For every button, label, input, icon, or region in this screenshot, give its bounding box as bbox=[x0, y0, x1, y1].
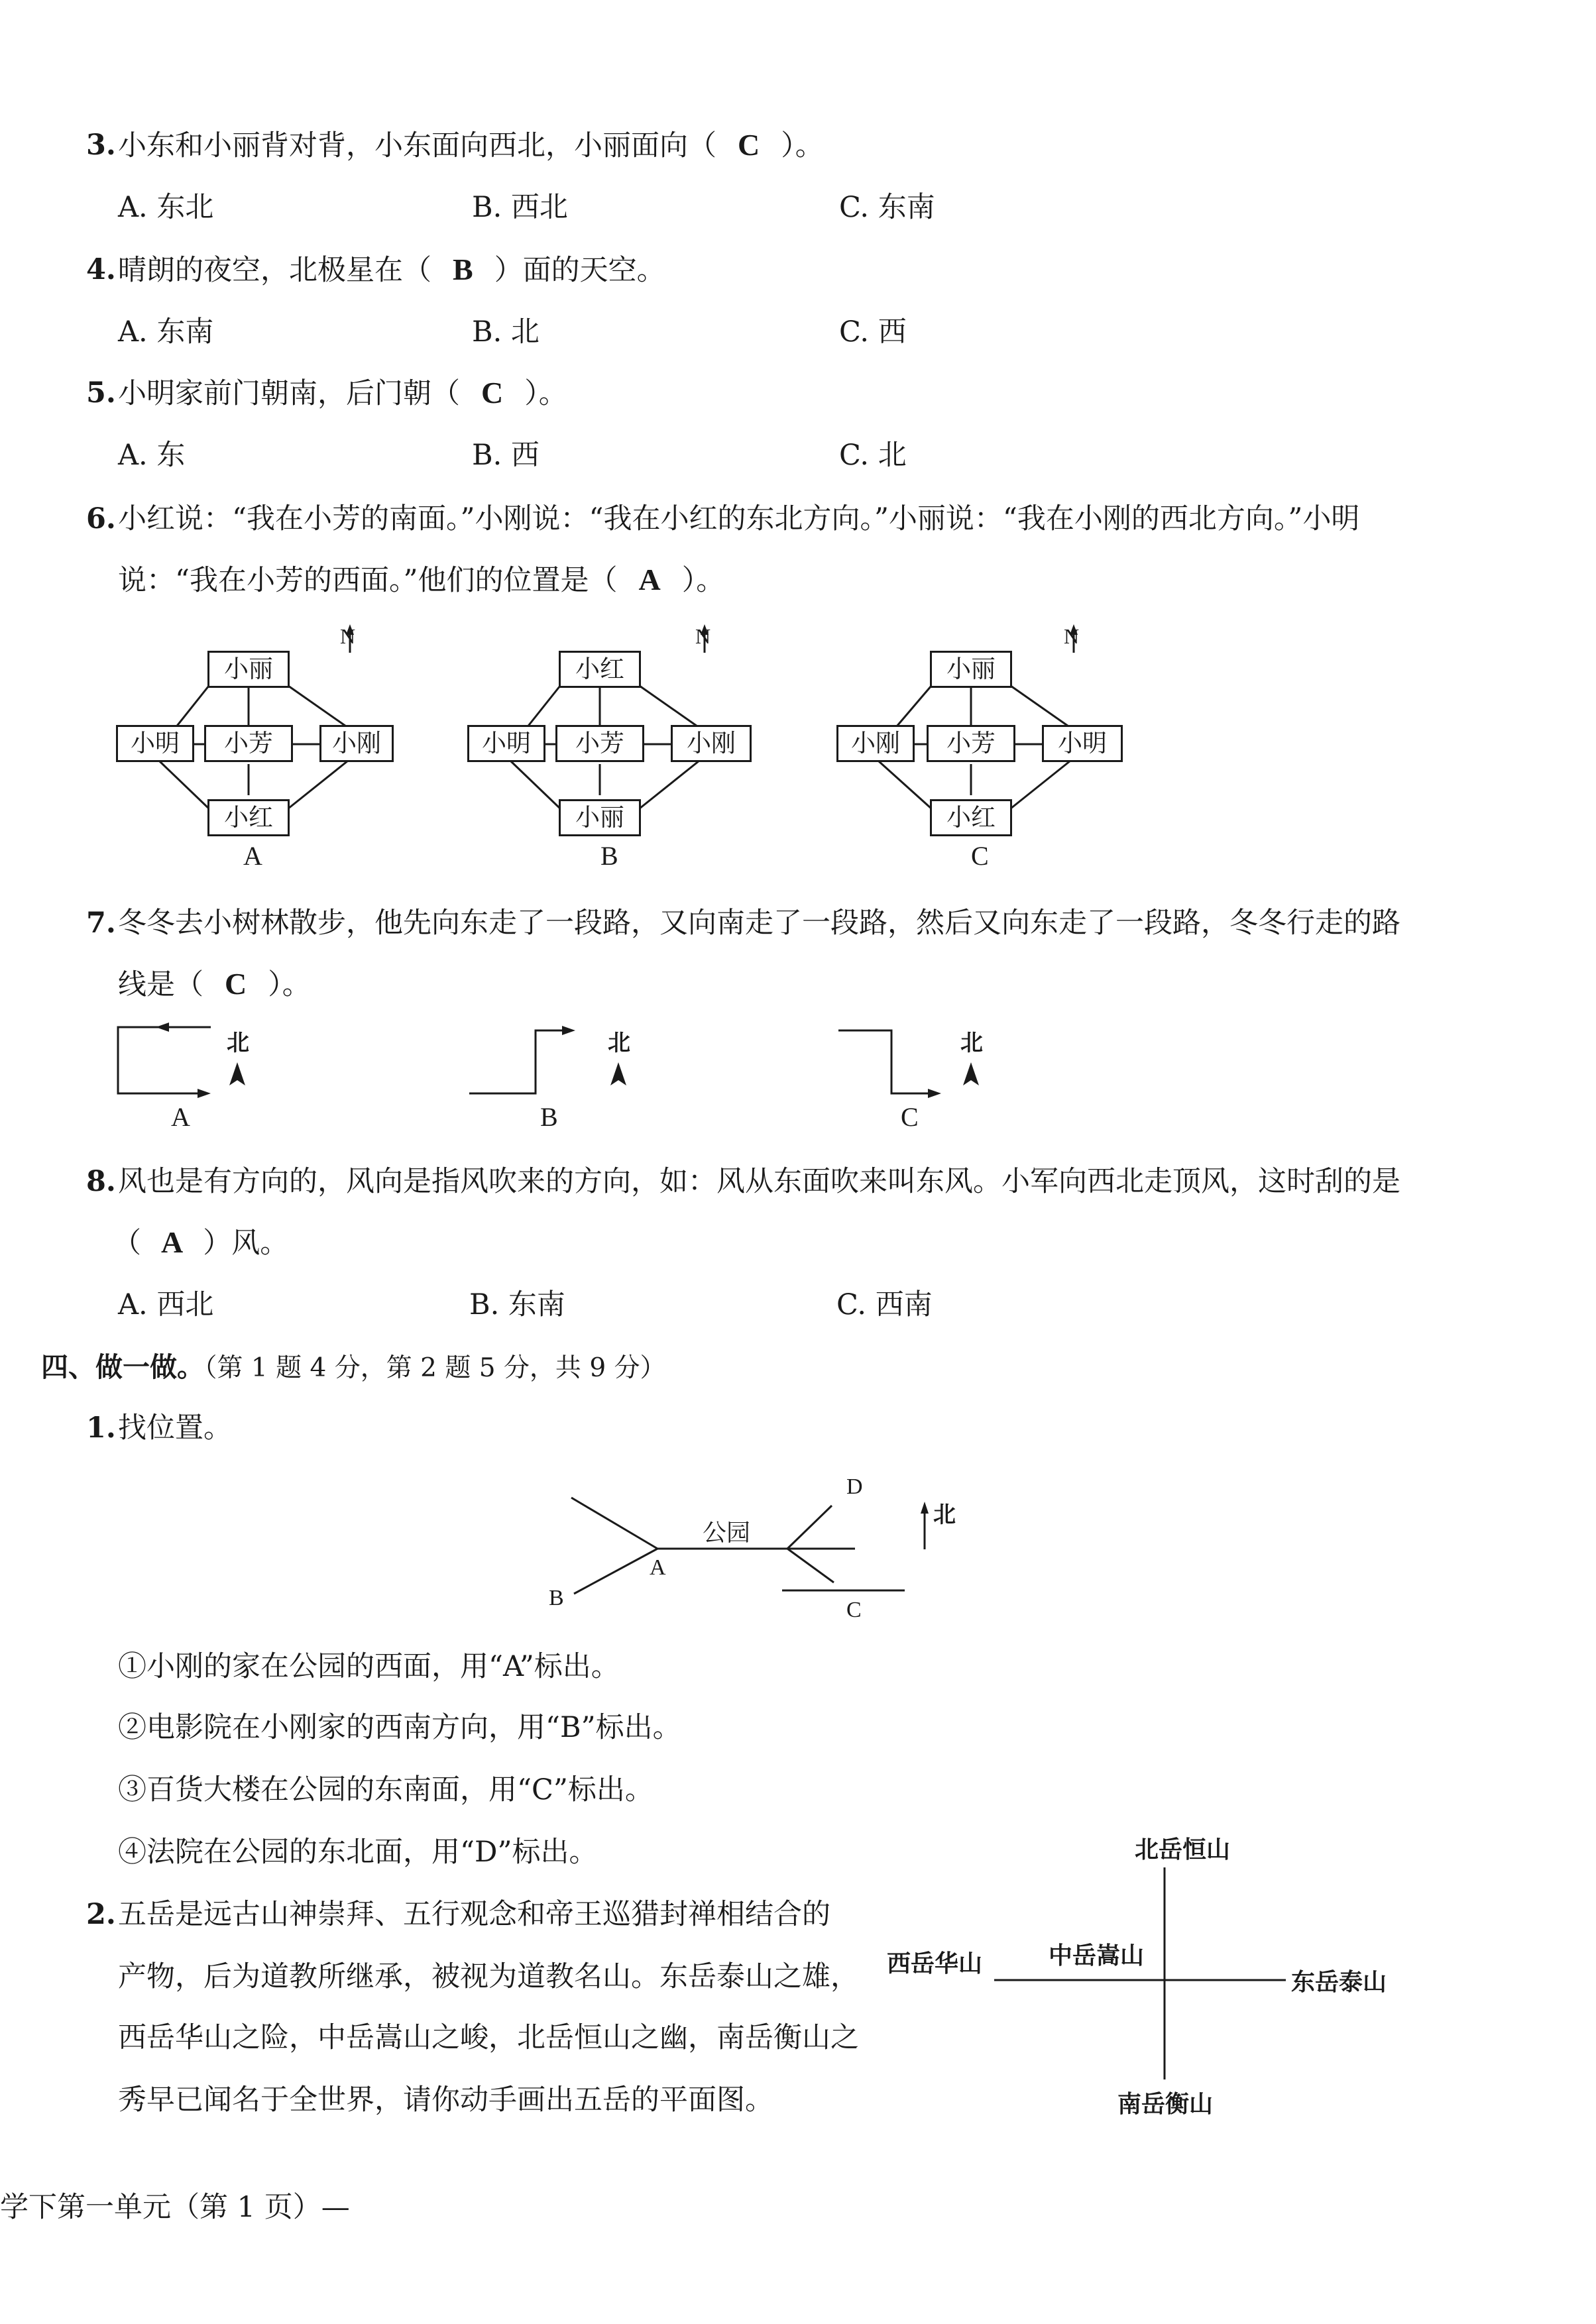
s4q2-number: 2. bbox=[86, 1898, 116, 1931]
q6b-right-box: 小刚 bbox=[671, 725, 752, 762]
q8-answer: A bbox=[161, 1225, 184, 1259]
q6c-bottom-box: 小红 bbox=[930, 799, 1012, 836]
q4-option-a: A. 东南 bbox=[118, 315, 214, 349]
q4-number: 4. bbox=[86, 253, 116, 286]
s4q2-line-3: 西岳华山之险，中岳嵩山之峻，北岳恒山之幽，南岳衡山之 bbox=[118, 2021, 859, 2054]
q7-text: 线是（ bbox=[118, 968, 203, 1001]
q3-text: 小东和小丽背对背，小东面向西北，小丽面向（ bbox=[118, 129, 716, 162]
q4-option-b: B. 北 bbox=[472, 315, 540, 349]
s4q1-item-1: ①小刚的家在公园的西面，用“A”标出。 bbox=[118, 1650, 620, 1683]
map-point-c: C bbox=[846, 1598, 862, 1622]
q5-number: 5. bbox=[86, 376, 116, 410]
s4q2-line-4: 秀早已闻名于全世界，请你动手画出五岳的平面图。 bbox=[118, 2083, 773, 2117]
q6a-top-box: 小丽 bbox=[207, 651, 290, 688]
q8-option-c: C. 西南 bbox=[836, 1288, 933, 1321]
q3-text-end: ）。 bbox=[781, 129, 824, 162]
q6b-top-box: 小红 bbox=[559, 651, 641, 688]
q6b-bottom-box: 小丽 bbox=[559, 799, 641, 836]
q6-text-end: ）。 bbox=[681, 564, 725, 597]
q6c-center-box: 小芳 bbox=[927, 725, 1015, 762]
q7-text-end: ）。 bbox=[268, 968, 311, 1001]
q6-answer: A bbox=[638, 563, 661, 596]
q6a-right-box: 小刚 bbox=[319, 725, 394, 762]
q4-option-c: C. 西 bbox=[839, 315, 907, 349]
q8-text-end: ）风。 bbox=[203, 1227, 289, 1260]
q7-number: 7. bbox=[86, 907, 116, 940]
q5-text: 小明家前门朝南，后门朝（ bbox=[118, 377, 460, 410]
s4q1-item-3: ③百货大楼在公园的东南面，用“C”标出。 bbox=[118, 1773, 654, 1806]
s4q1-title: 找位置。 bbox=[118, 1411, 232, 1445]
q8-text: （ bbox=[113, 1227, 141, 1260]
q3-answer: C bbox=[738, 128, 760, 162]
q4-answer: B bbox=[453, 252, 473, 286]
q6b-center-box: 小芳 bbox=[555, 725, 644, 762]
q3-option-a: A. 东北 bbox=[118, 191, 214, 224]
map-point-b: B bbox=[549, 1586, 564, 1610]
q6c-label: C bbox=[971, 841, 989, 871]
q6-line1: 小红说：“我在小芳的南面。”小刚说：“我在小红的东北方向。”小丽说：“我在小刚的西北方向。”小明 bbox=[118, 502, 1360, 535]
q8-number: 8. bbox=[86, 1165, 116, 1198]
map-north-label: 北 bbox=[933, 1502, 956, 1528]
s4q1-item-4: ④法院在公园的东北面，用“D”标出。 bbox=[118, 1836, 598, 1869]
mountain-west: 西岳华山 bbox=[887, 1950, 983, 1977]
q6a-bottom-box: 小红 bbox=[207, 799, 290, 836]
q3-option-c: C. 东南 bbox=[839, 191, 935, 224]
section4-points: （第 1 题 4 分，第 2 题 5 分，共 9 分） bbox=[204, 1353, 666, 1383]
q7a-label: A bbox=[171, 1102, 190, 1132]
q8-option-a: A. 西北 bbox=[118, 1288, 214, 1321]
q6c-north-label: N bbox=[1064, 624, 1080, 648]
q6b-north-label: N bbox=[695, 624, 711, 648]
s4q2-line-1: 五岳是远古山神崇拜、五行观念和帝王巡猎封禅相结合的 bbox=[118, 1898, 830, 1931]
q6a-left-box: 小明 bbox=[116, 725, 194, 762]
section4-title: 四、做一做。 bbox=[41, 1351, 204, 1383]
q6-number: 6. bbox=[86, 502, 116, 535]
q6b-label: B bbox=[600, 841, 618, 871]
q7-line1: 冬冬去小树林散步，他先向东走了一段路，又向南走了一段路，然后又向东走了一段路，冬冬行走的路 bbox=[118, 907, 1400, 940]
q3-number: 3. bbox=[86, 129, 116, 162]
q6c-left-box: 小刚 bbox=[836, 725, 915, 762]
map-point-a: A bbox=[650, 1555, 666, 1580]
s4q1-item-2: ②电影院在小刚家的西南方向，用“B”标出。 bbox=[118, 1711, 681, 1744]
mountain-south: 南岳衡山 bbox=[1117, 2090, 1214, 2118]
q6a-center-box: 小芳 bbox=[204, 725, 293, 762]
q8-line1: 风也是有方向的，风向是指风吹来的方向，如：风从东面吹来叫东风。小军向西北走顶风，这时刮的是 bbox=[118, 1165, 1400, 1198]
q7b-north-label: 北 bbox=[608, 1030, 630, 1056]
s4q2-line-2: 产物，后为道教所继承，被视为道教名山。东岳泰山之雄， bbox=[118, 1960, 859, 1993]
page-footer: 学下第一单元（第 1 页）— bbox=[0, 2191, 350, 2224]
q5-option-c: C. 北 bbox=[839, 439, 907, 472]
q5-option-b: B. 西 bbox=[472, 439, 540, 472]
mountain-east: 东岳泰山 bbox=[1291, 1968, 1387, 1996]
mountain-north: 北岳恒山 bbox=[1135, 1836, 1231, 1863]
q4-text-end: ）面的天空。 bbox=[494, 254, 665, 287]
q6a-label: A bbox=[243, 841, 262, 871]
q6c-top-box: 小丽 bbox=[930, 651, 1012, 688]
map-point-d: D bbox=[846, 1474, 863, 1499]
q7c-label: C bbox=[901, 1102, 919, 1132]
q3-option-b: B. 西北 bbox=[472, 191, 568, 224]
q6-text: 说：“我在小芳的西面。”他们的位置是（ bbox=[118, 564, 618, 597]
q5-option-a: A. 东 bbox=[118, 439, 186, 472]
q6a-north-label: N bbox=[340, 624, 356, 648]
q7a-north-label: 北 bbox=[227, 1030, 249, 1056]
q5-answer: C bbox=[481, 376, 504, 410]
q4-text: 晴朗的夜空，北极星在（ bbox=[118, 254, 431, 287]
mountain-center: 中岳嵩山 bbox=[1049, 1942, 1145, 1969]
q6c-right-box: 小明 bbox=[1042, 725, 1123, 762]
q7-answer: C bbox=[225, 967, 247, 1001]
q8-option-b: B. 东南 bbox=[469, 1288, 565, 1321]
q6b-left-box: 小明 bbox=[467, 725, 545, 762]
s4q1-number: 1. bbox=[86, 1411, 116, 1445]
q5-text-end: ）。 bbox=[524, 377, 567, 410]
q7b-label: B bbox=[540, 1102, 558, 1132]
q7c-north-label: 北 bbox=[960, 1030, 983, 1056]
park-label: 公园 bbox=[703, 1520, 751, 1547]
